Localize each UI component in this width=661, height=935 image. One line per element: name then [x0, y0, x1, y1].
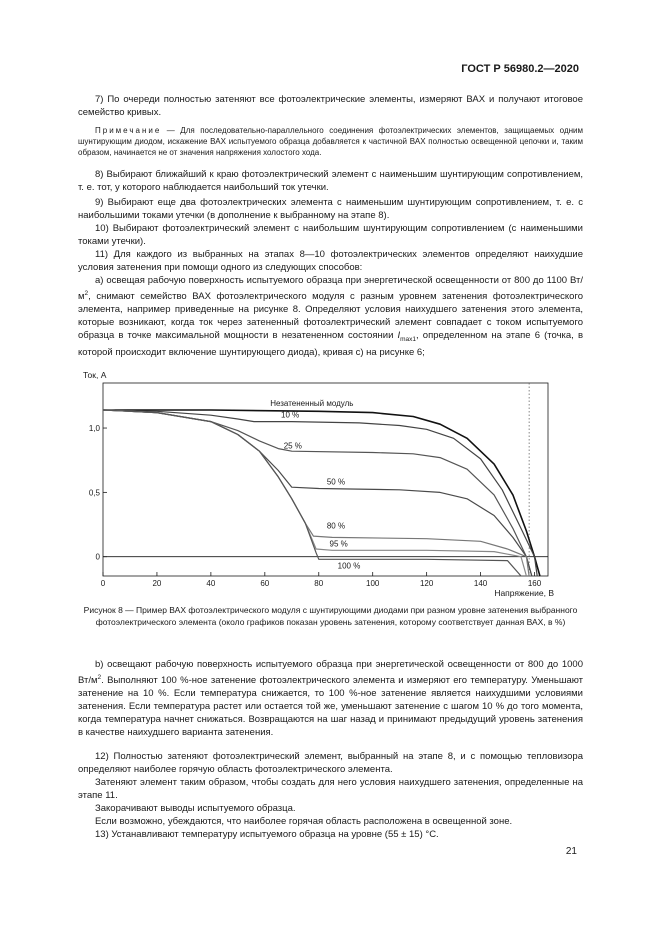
note-text: — Для последовательно-параллельного соединения фотоэлектрических элементов, защищаемых одним шунтирующим диодом, искажение ВАХ испытуемого образца добавляется к частичной ВАХ полностью освещенной цепочки и, таким образом, начинается не от значения напряжения холостого хода. [78, 126, 583, 157]
x-axis-label: Напряжение, В [494, 588, 554, 598]
paragraph-step-13: 13) Устанавливают температуру испытуемого образца на уровне (55 ± 15) °С. [95, 829, 439, 840]
paragraph-option-b [78, 658, 583, 739]
iv-curve-chart [70, 366, 570, 602]
option-a-imax: I [397, 330, 401, 342]
x-tick-label-140: 140 [473, 579, 488, 588]
paragraph-step-7: 7) По очереди полностью затеняют все фотоэлектрические элементы, измеряют ВАХ и получают итоговое семейство кривых. [78, 94, 583, 118]
paragraph-step-9: 9) Выбирают еще два фотоэлектрических элемента с наименьшим шунтирующим сопротивлением, т. е. с наибольшими токами утечки (в дополнение к выбранному на этапе 8). [78, 197, 583, 221]
paragraph-step-12-short: Закорачивают выводы испытуемого образца. [95, 803, 296, 814]
series-label-4: 80 % [326, 521, 346, 531]
y-tick-label-0,5: 0,5 [88, 488, 100, 498]
paragraph-step-11: 11) Для каждого из выбранных на этапах 8—10 фотоэлектрических элементов определяют наихудшие условия затенения при помощи одного из следующих способов: [78, 249, 583, 273]
option-a-superscript: 2 [84, 290, 89, 297]
option-a-text-1: а) освещая рабочую поверхность испытуемого образца при энергетической освещенности от 800 до 1100 Вт/м [78, 275, 583, 303]
y-tick-label-1,0: 1,0 [88, 424, 100, 434]
figure-caption: Рисунок 8 — Пример ВАХ фотоэлектрического модуля с шунтирующими диодами при разном уровне затенения выбранного фотоэлектрического элемента (около графиков показан уровень затенения, которому соответствует данная ВАХ, в %) [83, 605, 578, 627]
series-label-1: 10 % [281, 410, 300, 420]
x-tick-label-120: 120 [419, 579, 434, 588]
paragraph-step-12: 12) Полностью затеняют фотоэлектрический элемент, выбранный на этапе 8, и с помощью тепловизора определяют наиболее горячую область фотоэлектрического элемента. [78, 751, 583, 775]
series-line-5 [103, 410, 526, 576]
option-a-text-2: , снимают семейство ВАХ фотоэлектрического модуля с разным уровнем затенения фотоэлектрического элемента, например приведенные на рисунке 8. Определяют условия наихудшего затенения этого элемента, которые возникают, когда ток через затененный фотоэлектрический элемент совпадает с током испытуемого образца в точке максимальной мощности в незатененном состоянии [78, 291, 583, 342]
note-label: Примечание [95, 126, 162, 135]
x-tick-label-100: 100 [366, 579, 380, 588]
paragraph-step-12-hotspot: Если возможно, убеждаются, что наиболее горячая область расположена в освещенной зоне. [95, 816, 513, 827]
note-block [78, 125, 583, 158]
x-tick-label-80: 80 [314, 579, 324, 588]
page-number: 21 [565, 846, 577, 857]
option-b-superscript: 2 [97, 674, 102, 681]
series-label-0: Незатененный модуль [270, 399, 354, 409]
option-b-text-2: . Выполняют 100 %-ное затенение фотоэлектрического элемента и измеряют его температуру. Уменьшают затенение на 10 %. Если температура снижается, то 100 %-ное затенение является наихудшими условиями затенения. Если температура растет или остается той же, уменьшают затенение с шагом 10 % до того момента, когда температура начнет снижаться. Возвращаются на шаг назад и принимают предыдущий уровень затенения в качестве наихудшего варианта затенения. [78, 675, 583, 739]
paragraph-step-10: 10) Выбирают фотоэлектрический элемент с наибольшим шунтирующим сопротивлением (с наименьшими токами утечки). [78, 223, 583, 247]
y-tick-label-0: 0 [95, 552, 100, 562]
x-tick-label-20: 20 [152, 579, 162, 588]
paragraph-step-12-shading: Затеняют элемент таким образом, чтобы создать для него условия наихудшего затенения, определенные на этапе 11. [78, 777, 583, 801]
series-label-3: 50 % [326, 477, 346, 487]
paragraph-step-8: 8) Выбирают ближайший к краю фотоэлектрический элемент с наименьшим шунтирующим сопротивлением, т. е. тот, у которого наблюдается наибольший ток утечки. [78, 169, 583, 193]
series-label-2: 25 % [283, 441, 302, 451]
paragraph-option-a [78, 274, 583, 359]
option-a-imax-sub: max1 [400, 336, 417, 344]
series-label-5: 95 % [329, 539, 348, 549]
x-tick-label-160: 160 [527, 579, 542, 588]
document-header: ГОСТ Р 56980.2—2020 [461, 63, 579, 75]
option-a-text-3: , определенном на этапе 6 (точка, в которой происходит включение шунтирующего диода), кривая с) на рисунке 6; [78, 330, 583, 359]
x-tick-label-40: 40 [206, 579, 216, 588]
chart-layer [89, 383, 548, 588]
option-b-text-1: b) освещают рабочую поверхность испытуемого образца при энергетической освещенности от 800 до 1000 Вт/м [78, 659, 583, 687]
x-tick-label-60: 60 [260, 579, 270, 588]
series-label-6: 100 % [337, 561, 361, 571]
x-tick-label-0: 0 [100, 579, 106, 588]
y-axis-label: Ток, А [83, 370, 107, 380]
